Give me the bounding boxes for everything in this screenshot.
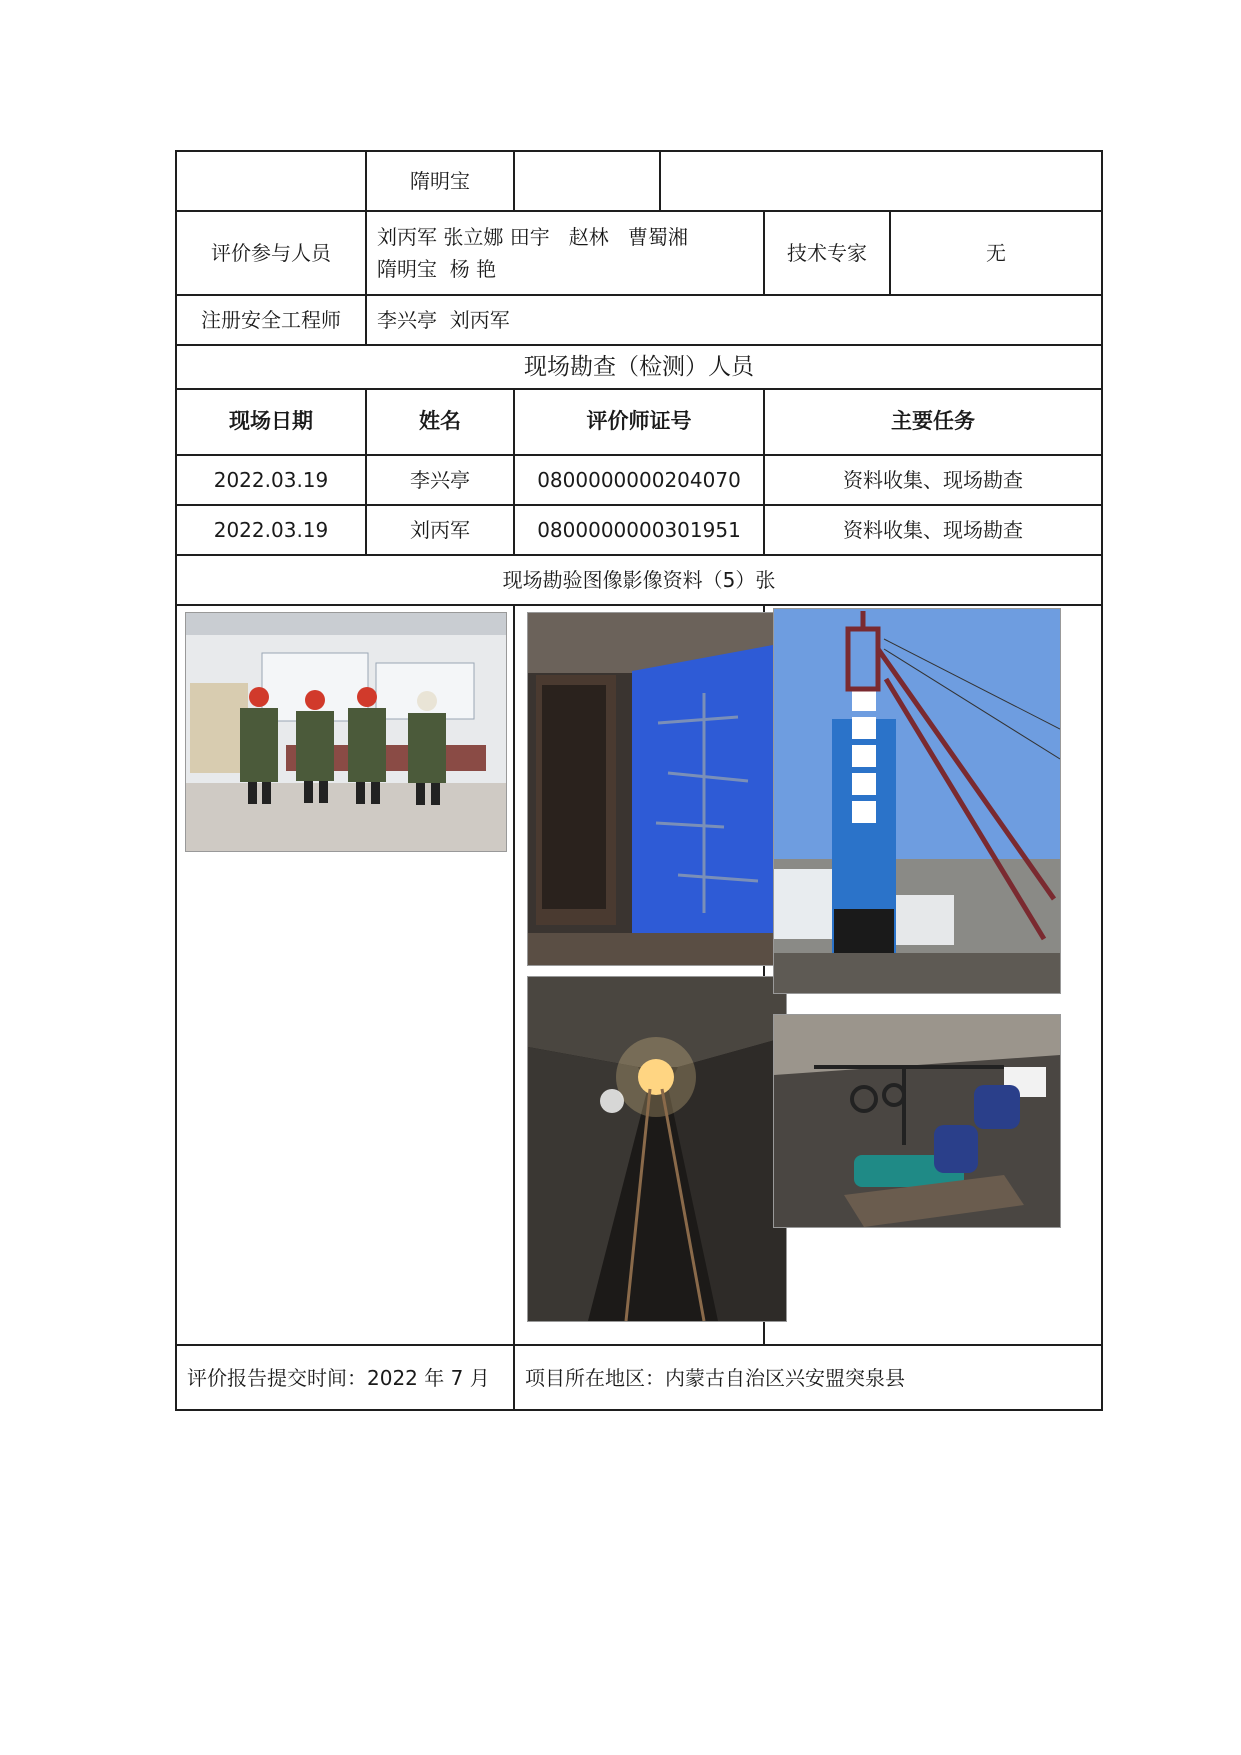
blank-cell <box>660 151 1102 211</box>
pump-photo-icon <box>773 1014 1061 1228</box>
participants-label: 评价参与人员 <box>176 211 366 295</box>
evaluation-info-table <box>175 150 1103 1411</box>
row-name: 李兴亭 <box>366 455 514 505</box>
engineers-label: 注册安全工程师 <box>176 295 366 345</box>
engineers-value: 李兴亭 刘丙军 <box>366 295 1102 345</box>
row-task: 资料收集、现场勘查 <box>764 455 1102 505</box>
header-cert: 评价师证号 <box>514 389 764 455</box>
expert-label: 技术专家 <box>764 211 890 295</box>
table-row <box>176 455 1102 505</box>
header-date: 现场日期 <box>176 389 366 455</box>
photos-title: 现场勘验图像影像资料（5）张 <box>176 555 1102 605</box>
headframe-photo-icon <box>773 608 1061 994</box>
tunnel-photo-icon <box>527 976 787 1322</box>
blank-cell <box>176 151 366 211</box>
table-row <box>176 505 1102 555</box>
row-cert: 0800000000301951 <box>514 505 764 555</box>
row-task: 资料收集、现场勘查 <box>764 505 1102 555</box>
expert-value: 无 <box>890 211 1102 295</box>
blank-cell <box>514 151 660 211</box>
header-task: 主要任务 <box>764 389 1102 455</box>
photo-column-left <box>176 605 514 1345</box>
survey-title: 现场勘查（检测）人员 <box>176 345 1102 389</box>
row-date: 2022.03.19 <box>176 505 366 555</box>
participants-value <box>366 211 764 295</box>
group-photo-icon <box>185 612 507 852</box>
row-name: 刘丙军 <box>366 505 514 555</box>
name-cell: 隋明宝 <box>366 151 514 211</box>
blue-door-photo-icon <box>527 612 787 966</box>
photo-column-middle <box>514 605 764 1345</box>
participants-line: 隋明宝 杨 艳 <box>377 257 497 281</box>
row-cert: 0800000000204070 <box>514 455 764 505</box>
project-location: 项目所在地区：内蒙古自治区兴安盟突泉县 <box>514 1345 1102 1410</box>
submit-time: 评价报告提交时间：2022 年 7 月 <box>176 1345 514 1410</box>
participants-line: 刘丙军 张立娜 田宇 赵林 曹蜀湘 <box>377 225 688 249</box>
header-name: 姓名 <box>366 389 514 455</box>
photo-column-right <box>764 605 1102 1345</box>
row-date: 2022.03.19 <box>176 455 366 505</box>
